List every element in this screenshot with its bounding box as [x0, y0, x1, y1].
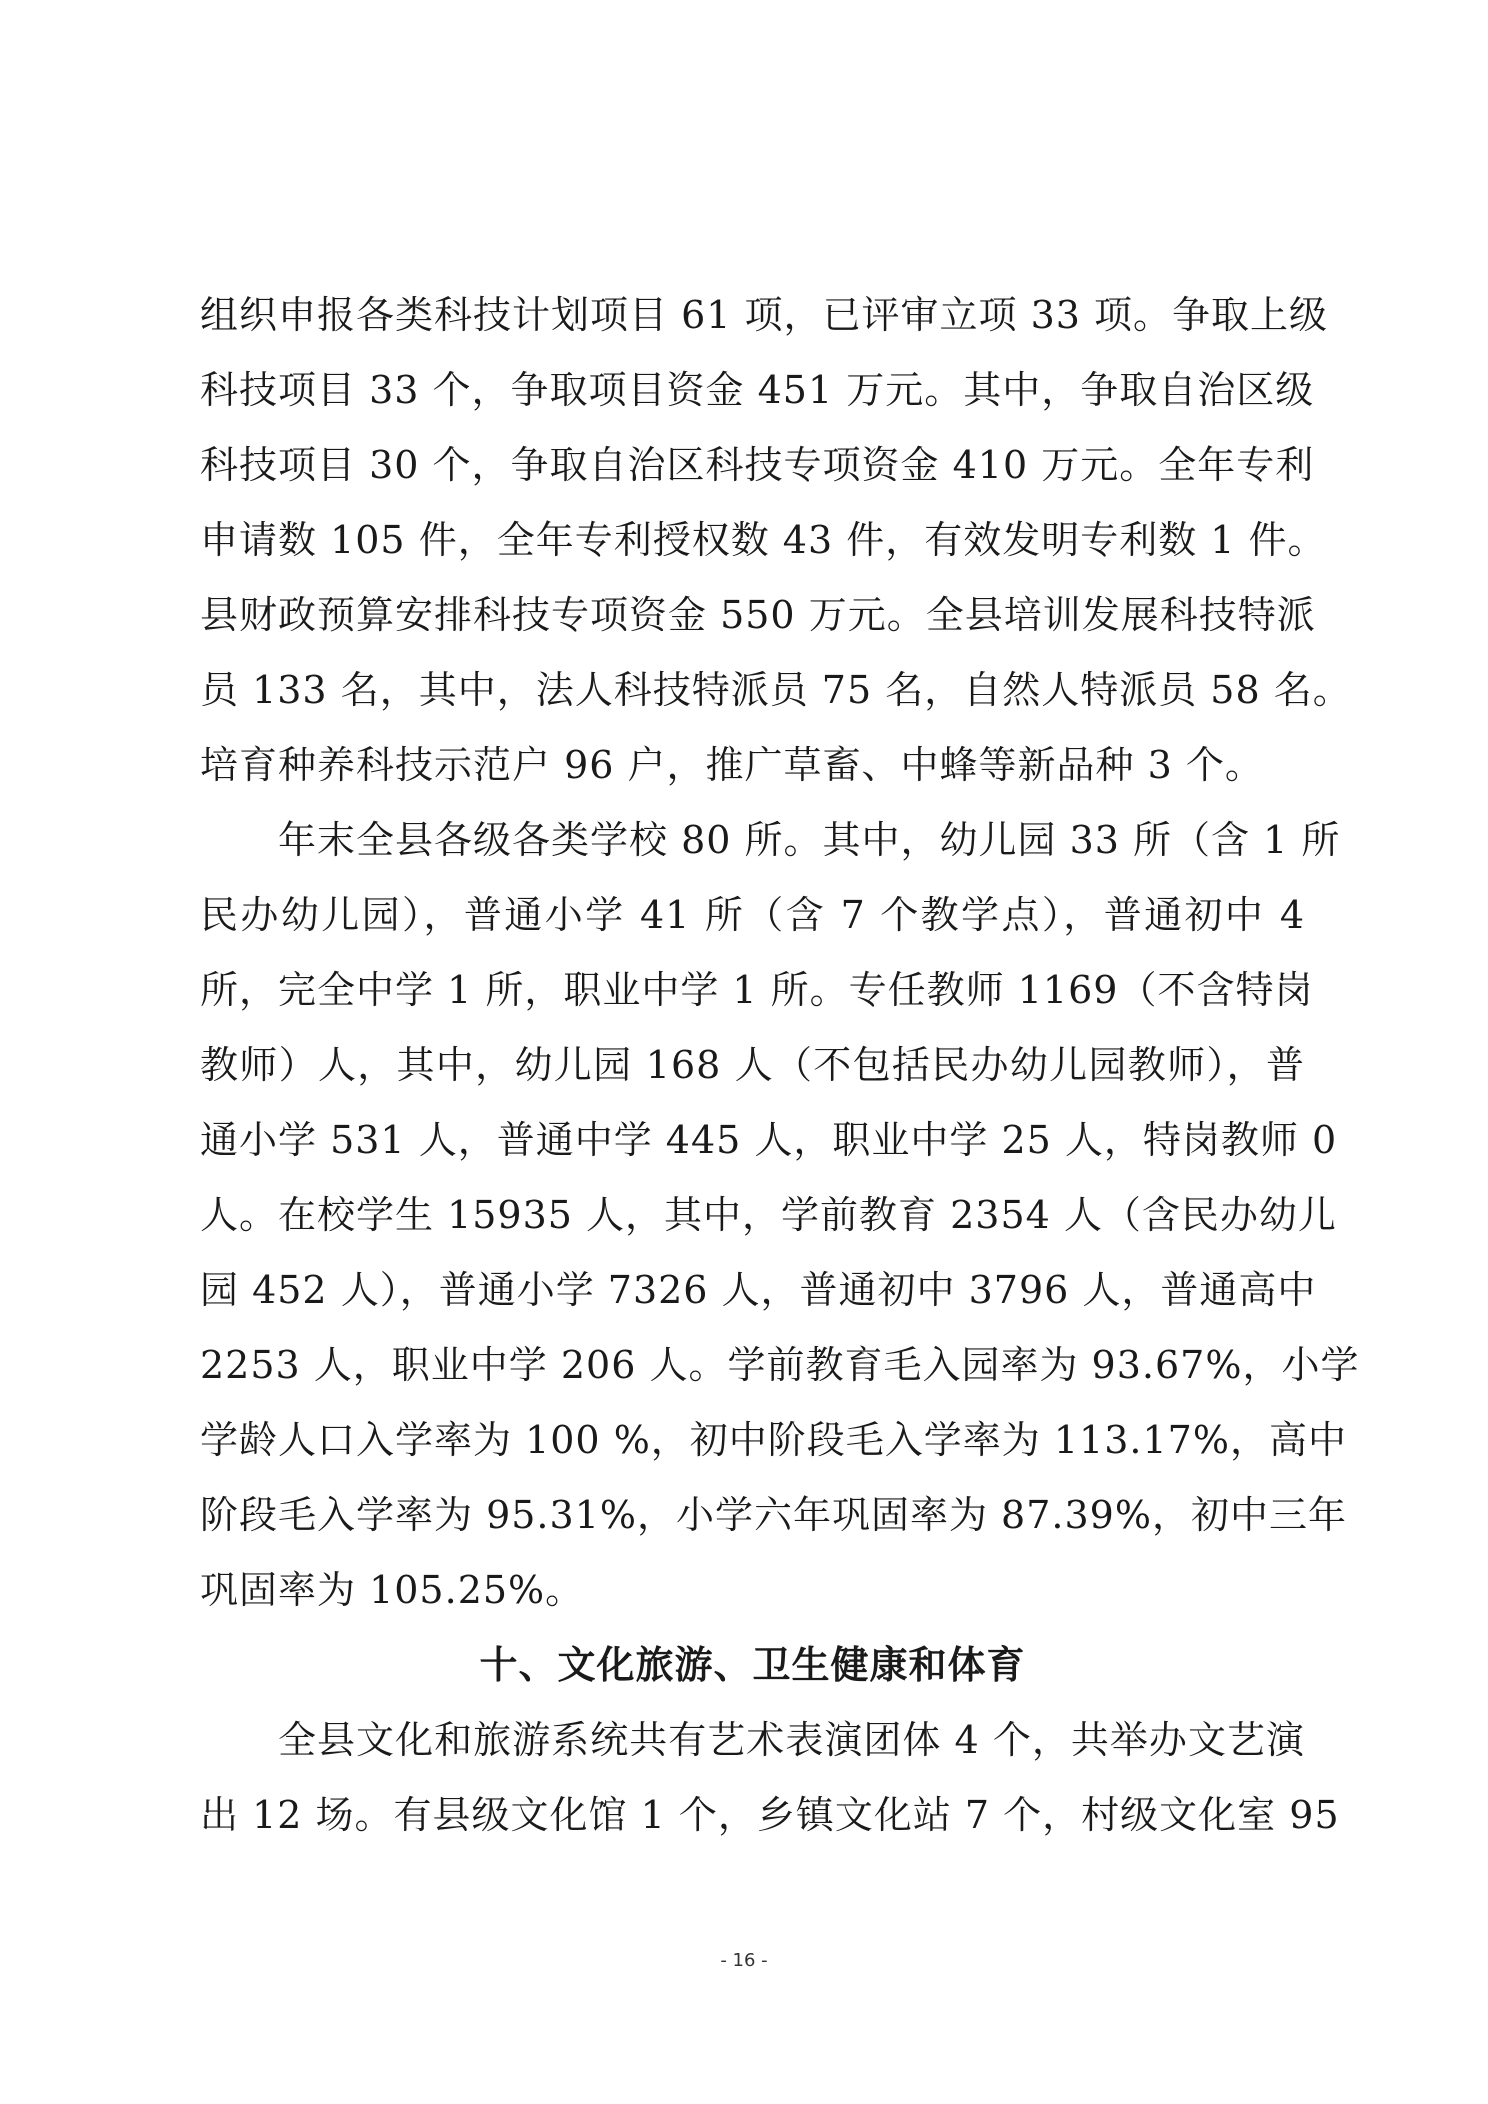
text-line: 阶段毛入学率为 95.31%，小学六年巩固率为 87.39%，初中三年 [200, 1493, 1347, 1537]
text-line: 科技项目 30 个，争取自治区科技专项资金 410 万元。全年专利 [200, 443, 1315, 487]
text-line: 教师）人，其中，幼儿园 168 人（不包括民办幼儿园教师），普 [200, 1043, 1305, 1087]
text-line: 县财政预算安排科技专项资金 550 万元。全县培训发展科技特派 [200, 593, 1316, 637]
text-line: 巩固率为 105.25%。 [200, 1568, 585, 1612]
text-line: 培育种养科技示范户 96 户，推广草畜、中蜂等新品种 3 个。 [200, 743, 1264, 787]
text-line: 民办幼儿园），普通小学 41 所（含 7 个教学点），普通初中 4 [200, 893, 1305, 937]
text-line: 全县文化和旅游系统共有艺术表演团体 4 个，共举办文艺演 [278, 1718, 1305, 1762]
text-line: 科技项目 33 个，争取项目资金 451 万元。其中，争取自治区级 [200, 368, 1315, 412]
text-line: 所，完全中学 1 所，职业中学 1 所。专任教师 1169（不含特岗 [200, 968, 1314, 1012]
text-line: 员 133 名，其中，法人科技特派员 75 名，自然人特派员 58 名。 [200, 668, 1352, 712]
text-line: 年末全县各级各类学校 80 所。其中，幼儿园 33 所（含 1 所 [278, 818, 1341, 862]
text-line: 出 12 场。有县级文化馆 1 个，乡镇文化站 7 个，村级文化室 95 [200, 1793, 1340, 1837]
text-line: 申请数 105 件，全年专利授权数 43 件，有效发明专利数 1 件。 [200, 518, 1327, 562]
paragraph-education [200, 803, 1360, 1628]
paragraph-culture-tourism [200, 1703, 1340, 1853]
section-heading: 十、文化旅游、卫生健康和体育 [479, 1643, 1026, 1687]
text-line: 组织申报各类科技计划项目 61 项，已评审立项 33 项。争取上级 [200, 293, 1329, 337]
page-number: - 16 - [720, 1950, 768, 1971]
document-body [200, 278, 1360, 1853]
text-line: 园 452 人），普通小学 7326 人，普通初中 3796 人，普通高中 [200, 1268, 1317, 1312]
text-line: 学龄人口入学率为 100 %，初中阶段毛入学率为 113.17%，高中 [200, 1418, 1347, 1462]
text-line: 通小学 531 人，普通中学 445 人，职业中学 25 人，特岗教师 0 [200, 1118, 1338, 1162]
text-line: 人。在校学生 15935 人，其中，学前教育 2354 人（含民办幼儿 [200, 1193, 1337, 1237]
paragraph-science-technology [200, 278, 1352, 803]
text-line: 2253 人，职业中学 206 人。学前教育毛入园率为 93.67%，小学 [200, 1343, 1360, 1387]
